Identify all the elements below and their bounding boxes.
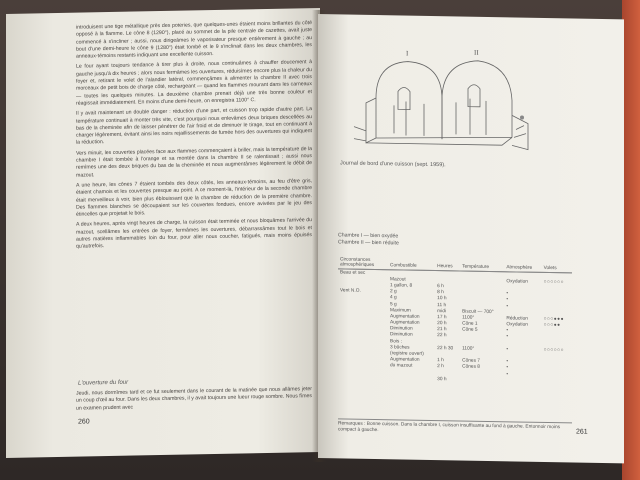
table-cell: • — [506, 297, 509, 303]
paragraph: Vers minuit, les couvertes placées face aux flammes commençaient à briller, mais la température de la chambre I était tombée à l'orange et sa montée dans la chambre II se ralentissait ; aussi nous remîmes une des deux briques du bas de la cheminée et nous augmentâmes légèrement le débit de mazout. — [76, 145, 312, 179]
table-cell — [542, 378, 572, 385]
table-cell: • — [506, 334, 509, 340]
page-number: 260 — [78, 418, 90, 426]
table-cell: Beau et sec — [340, 269, 366, 276]
figure-caption: Journal de bord d'une cuisson (sept. 1959). — [340, 160, 446, 169]
table-cell: 2 g — [390, 289, 397, 295]
table-cell — [504, 377, 541, 384]
column-header: Combustible — [388, 257, 435, 270]
table-cell: 11 h — [437, 302, 447, 308]
table-cell: Oxydation — [506, 322, 528, 328]
left-page — [6, 8, 320, 458]
table-cell: Diminution — [390, 332, 413, 339]
paragraph: Il y avait maintenant un double danger : réduction d'une part, et cuisson trop rapide d'autre part. La température continuait à monter très vite, c'est pourquoi nous enlevâmes deux briques descellées au bas de la cheminée afin de laisser pénétrer de l'air froid et de diminuer le tirage, tout en continuant à charger légèrement, évitant ainsi les noirs rejaillissements de fumée hors des ouvertures qui indiquent la réduction. — [76, 106, 312, 147]
table-cell: 30 h — [437, 376, 447, 383]
table-cell: • — [506, 347, 509, 353]
left-text-block — [76, 20, 312, 254]
book-cover-edge — [622, 0, 640, 480]
table-cell: Cônes 7 — [462, 358, 480, 365]
column-header: Volets — [542, 260, 572, 273]
table-cell: ○○○○○○ — [543, 347, 564, 354]
column-header: Température — [460, 258, 504, 271]
firing-log-table — [338, 256, 572, 384]
table-cell: 4 g — [390, 295, 397, 301]
table-cell: 8 h — [437, 290, 444, 296]
table-cell: Réduction — [506, 316, 528, 322]
table-cell: • — [506, 303, 509, 309]
table-cell: Cône 5 — [462, 327, 478, 334]
table-cell: du mazout — [390, 363, 413, 370]
page-number: 261 — [576, 428, 588, 436]
table-cell: ○○○●● — [543, 323, 561, 329]
table-cell: 5 g — [390, 301, 397, 307]
chamber-label-1: I — [406, 49, 409, 58]
table-cell: Vent N.O. — [340, 288, 361, 294]
chamber-label-2: II — [474, 48, 479, 57]
paragraph: A une heure, les cônes 7 étaient tombés des deux côtés, les anneaux-témoins, au feu d'être gris, étaient chamois et les couvertes presque au point. A ce moment-là, l'intérieur de la seconde chambre était merveilleux à voir, bien plus éblouissant que la chambre de réduction de la première chambre. Des flammes blanches se découpaient sur les couvertes fondues, encore avivées par le jeu des étincelles que projetait le bois. — [76, 178, 312, 218]
paragraph: A deux heures, après vingt heures de charge, la cuisson était terminée et nous bloquâmes l'arrivée du mazout, scellâmes les entrées de foyer, fermâmes les ouvertures, débarrassâmes tout le bois et autres matières inflammables loin du four, pour aller nous coucher, fatigués, mais moins épuisés qu'autrefois. — [76, 217, 312, 250]
table-cell — [388, 375, 435, 382]
column-header: Heures — [435, 258, 460, 271]
table-cell: 20 h — [437, 321, 447, 327]
paragraph: Jeudi, nous dormîmes tard et ce fut seulement dans le courant de la matinée que nous allâmes jeter un coup d'œil au four. Dans les deux chambres, il y avait toujours une lueur rouge sombre. Nous fîmes un examen prudent avec — [76, 386, 312, 412]
table-cell: ○○○●●● — [543, 316, 564, 323]
paragraph: introduisent une tige métallique près des poteries, que quelques-unes étaient moins brillantes du côté opposé à la flamme. Le cône 8 (1290°), placé au sommet de la pile centrale de cazettes, avait juste commencé à s'incliner ; aussi, nous dirigeâmes le vaporisateur presque entièrement à gauche ; au bout d'une demi-heure le cône 9 (1280°) était tombé et le 9 s'inclinait dans les deux chambres, les anneaux-témoins restants indiquant une excellente cuisson. — [76, 20, 312, 60]
table-cell: midi — [437, 308, 446, 314]
table-cell: 22 h 30 — [437, 345, 454, 352]
kiln-drawing — [346, 42, 546, 175]
table-cell: 22 h — [437, 333, 447, 339]
table-body — [338, 269, 572, 385]
table-cell — [338, 375, 388, 382]
table-cell: ○○○○○○ — [543, 279, 564, 286]
legend — [338, 232, 399, 247]
table-cell: Oxydation — [506, 279, 528, 285]
table-cell: 1100° — [462, 346, 475, 352]
table-cell: Cônes 8 — [462, 364, 480, 371]
section-title: L'ouverture du four — [78, 379, 129, 387]
table-cell: • — [506, 328, 509, 334]
table-cell: 2 h — [437, 364, 444, 370]
column-header: Circonstances atmosphériques — [338, 256, 388, 269]
table-cell: Cône 1 — [462, 321, 478, 327]
table-cell — [460, 377, 504, 384]
table-cell: Diminution — [390, 326, 413, 332]
table-cell: Augmentation — [390, 314, 420, 320]
table-cell: 1 h — [437, 358, 444, 364]
table-cell: • — [506, 365, 509, 371]
legend-item: Chambre II — bien réduite — [338, 239, 399, 247]
table-cell: Augmentation — [390, 357, 420, 363]
table-cell: 6 h — [437, 284, 444, 290]
legend-item: Chambre I — bien oxydée — [338, 232, 399, 240]
table-cell: (registre ouvert) — [390, 351, 424, 357]
table-cell: Maximum — [390, 307, 411, 314]
table-cell: 10 h — [437, 296, 447, 302]
table-cell: Mazout — [390, 277, 406, 283]
table-cell: 1100° — [462, 315, 475, 321]
table-cell: • — [506, 291, 509, 297]
table-cell: Biscuit — 700° — [462, 309, 494, 315]
table-cell: • — [506, 371, 509, 377]
table-cell: 3 bûches — [390, 345, 410, 351]
remarks: Remarques : Bonne cuisson. Dans la chambre I, cuisson insuffisante au fond à gauche. Entonnoir moins compact à gauche. — [338, 418, 572, 437]
table-cell: 17 h — [437, 314, 447, 321]
table-cell: 21 h — [437, 327, 447, 333]
table-cell: • — [506, 359, 509, 365]
right-page — [318, 14, 624, 463]
table-cell: Bois : — [390, 338, 402, 345]
closing-text — [76, 386, 312, 415]
table-cell: 1 gallon, 8 — [390, 283, 413, 289]
column-header: Atmosphère — [504, 259, 541, 272]
paragraph: Le four ayant toujours tendance à tirer plus à droite, nous continuâmes à chauffer doucement à gauche jusqu'à dix heures ; alors nous fermâmes les ouvertures, réduisîmes encore plus la chaleur du foyer et, retirant le volet de l'alandier latéral, commençâmes à alimenter la chambre II avec trois morceaux de petit bois de charge côté, rechargeant — quand les flammes mourant dans les carneaux — toutes les quelques minutes. La deuxième chambre prenait déjà une très bonne couleur et réagissait immédiatement. En moins d'une demi-heure, on enregistra 1100° C. — [76, 59, 312, 107]
table-cell: Augmentation — [390, 320, 420, 326]
